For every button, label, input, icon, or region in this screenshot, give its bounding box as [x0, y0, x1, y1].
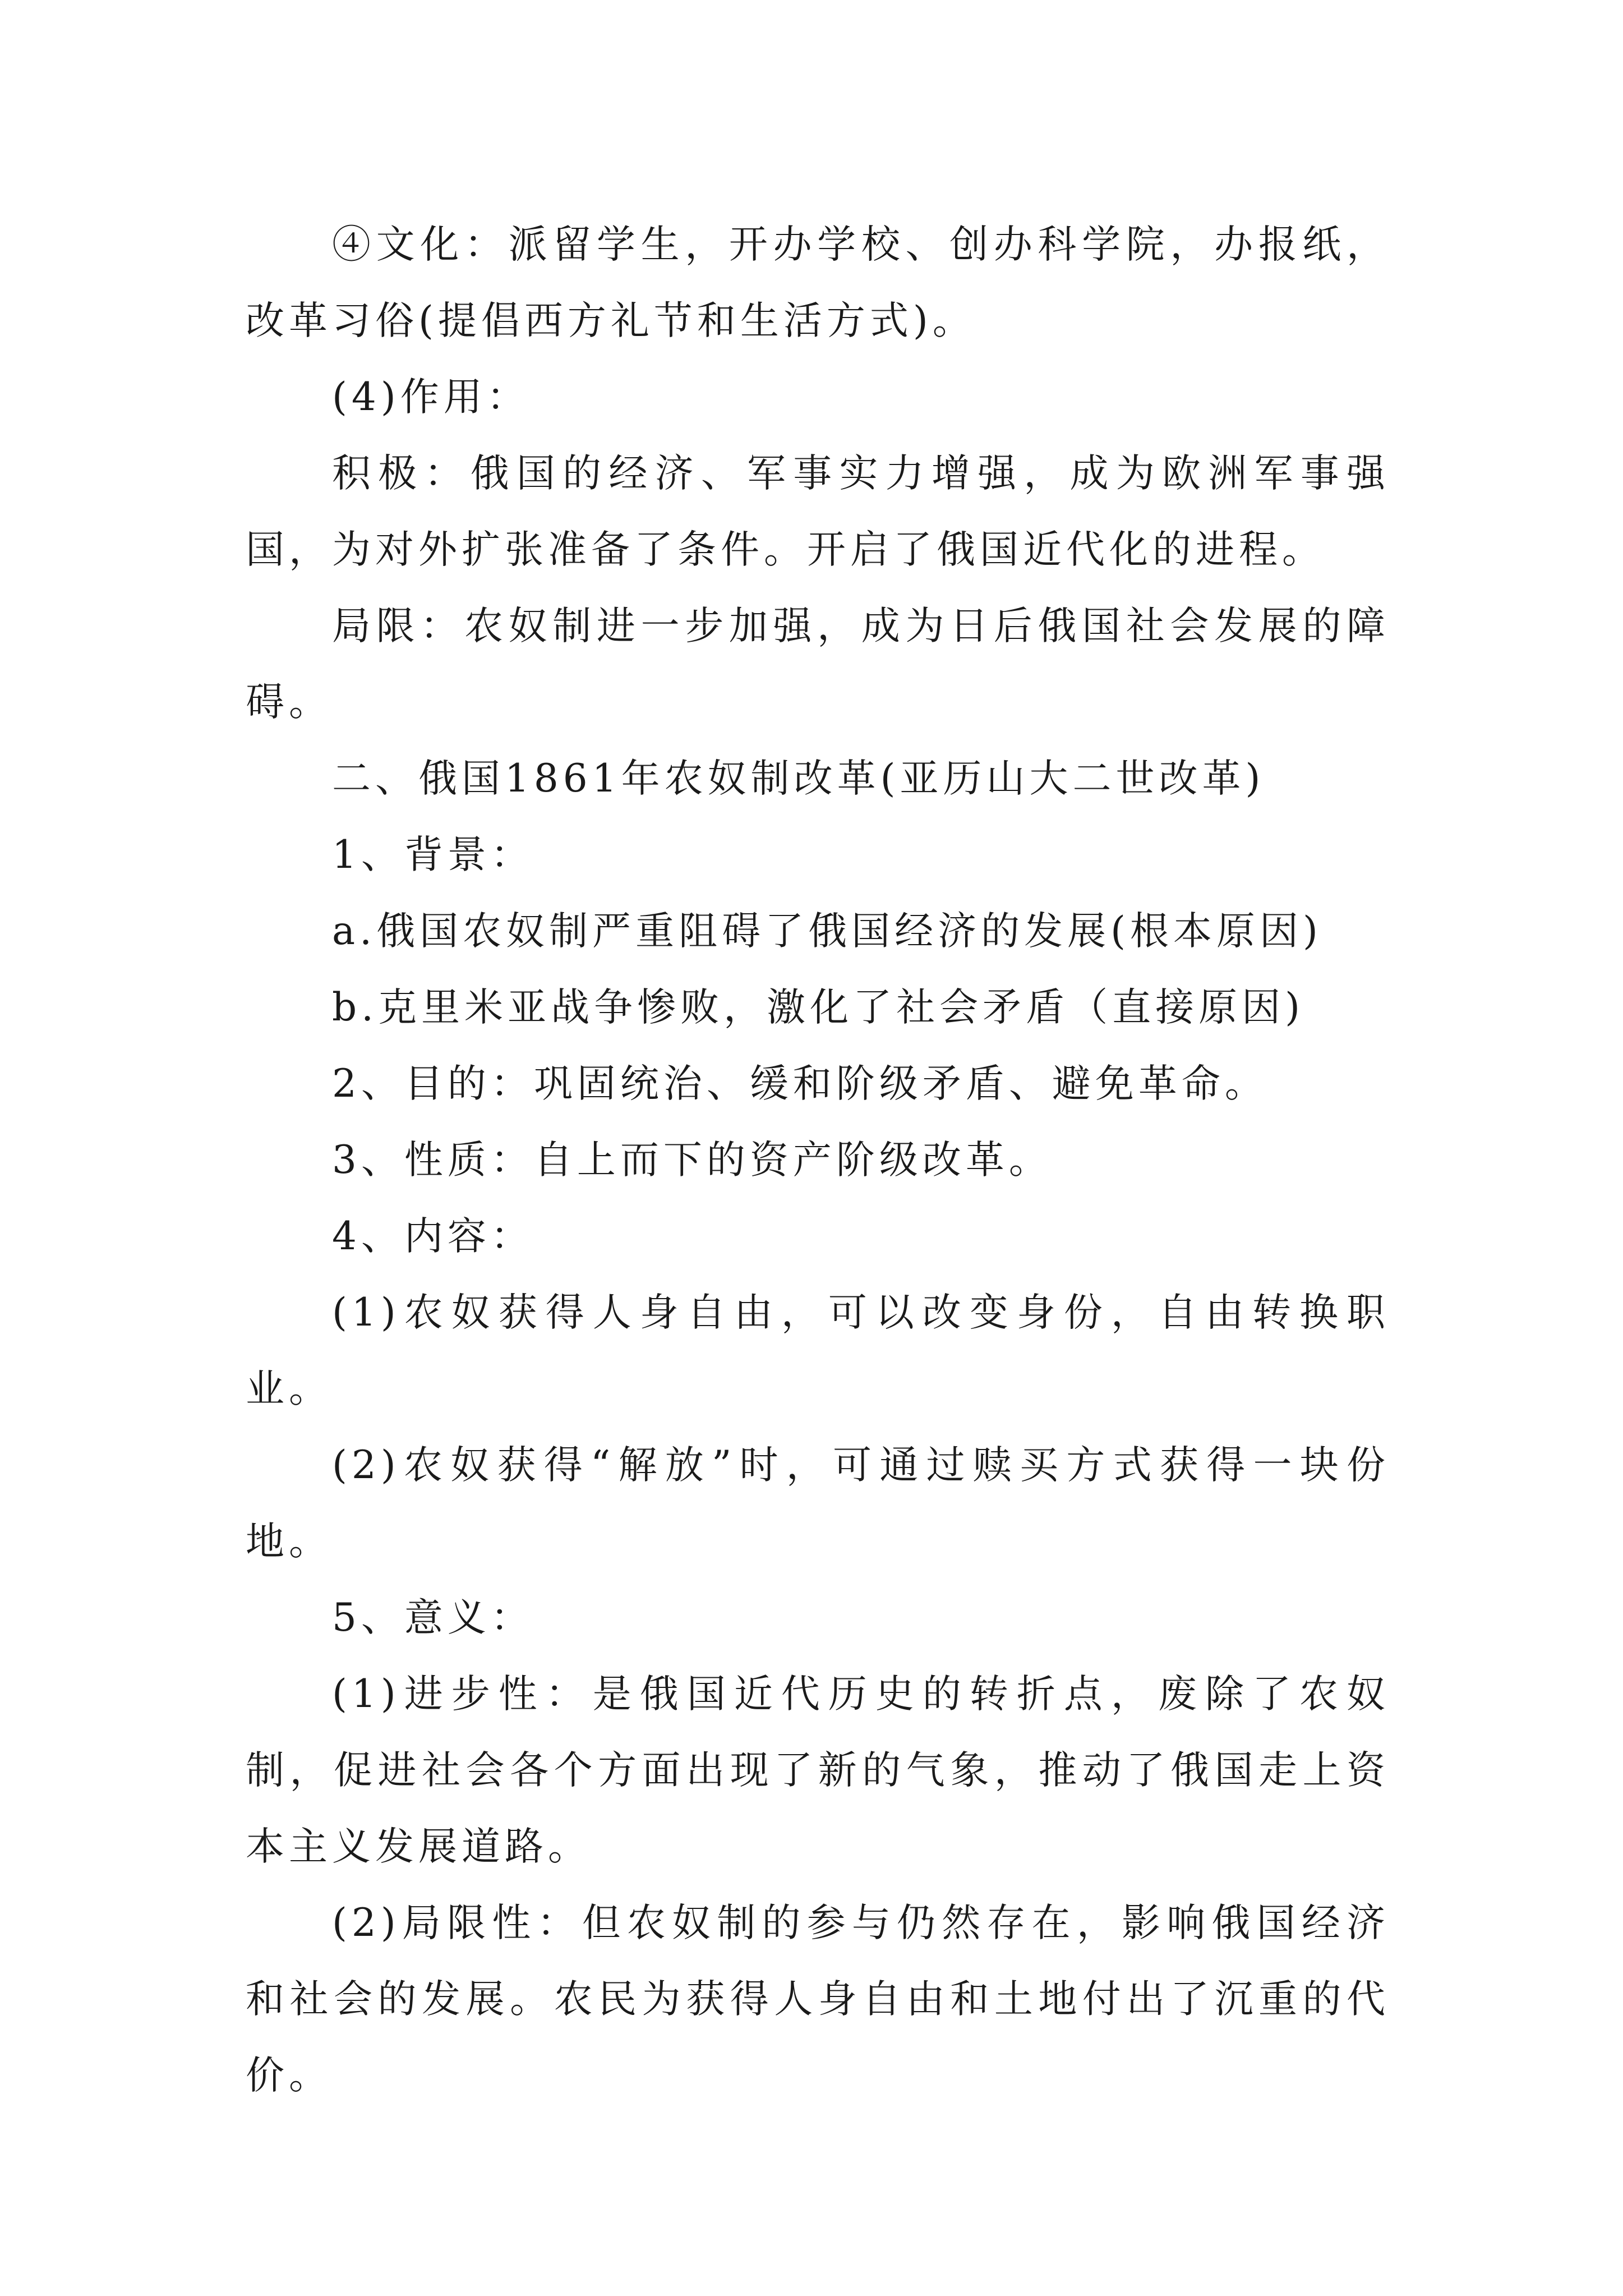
heading-content: 4、内容： — [332, 1214, 534, 1259]
paragraph-culture: ④文化：派留学生，开办学校、创办科学院，办报纸，改革习俗(提倡西方礼节和生活方式)。 — [246, 222, 1390, 343]
paragraph-limitation: 局限：农奴制进一步加强，成为日后俄国社会发展的障碍。 — [246, 604, 1390, 725]
paragraph-content-1: (1)农奴获得人身自由，可以改变身份，自由转换职业。 — [246, 1290, 1390, 1411]
paragraph-limitations: (2)局限性：但农奴制的参与仍然存在，影响俄国经济和社会的发展。农民为获得人身自由和土地付出了沉重的代价。 — [246, 1901, 1390, 2098]
paragraph-positive: 积极：俄国的经济、军事实力增强，成为欧洲军事强国，为对外扩张准备了条件。开启了俄国近代化的进程。 — [246, 451, 1390, 572]
heading-effect: (4)作用： — [332, 375, 530, 420]
paragraph-background-b: b.克里米亚战争惨败，激化了社会矛盾（直接原因) — [332, 985, 1305, 1030]
section-title-1861-reform: 二、俄国1861年农奴制改革(亚历山大二世改革) — [332, 756, 1265, 801]
document-body — [246, 206, 1390, 2114]
paragraph-purpose: 2、目的：巩固统治、缓和阶级矛盾、避免革命。 — [332, 1061, 1268, 1106]
paragraph-nature: 3、性质：自上而下的资产阶级改革。 — [332, 1138, 1052, 1182]
heading-significance: 5、意义： — [332, 1595, 534, 1640]
heading-background: 1、背景： — [332, 832, 534, 877]
paragraph-progressive: (1)进步性：是俄国近代历史的转折点，废除了农奴制，促进社会各个方面出现了新的气象，推动了俄国走上资本主义发展道路。 — [246, 1672, 1390, 1869]
paragraph-background-a: a.俄国农奴制严重阻碍了俄国经济的发展(根本原因) — [332, 909, 1322, 954]
paragraph-content-2: (2)农奴获得“解放”时，可通过赎买方式获得一块份地。 — [246, 1443, 1390, 1564]
